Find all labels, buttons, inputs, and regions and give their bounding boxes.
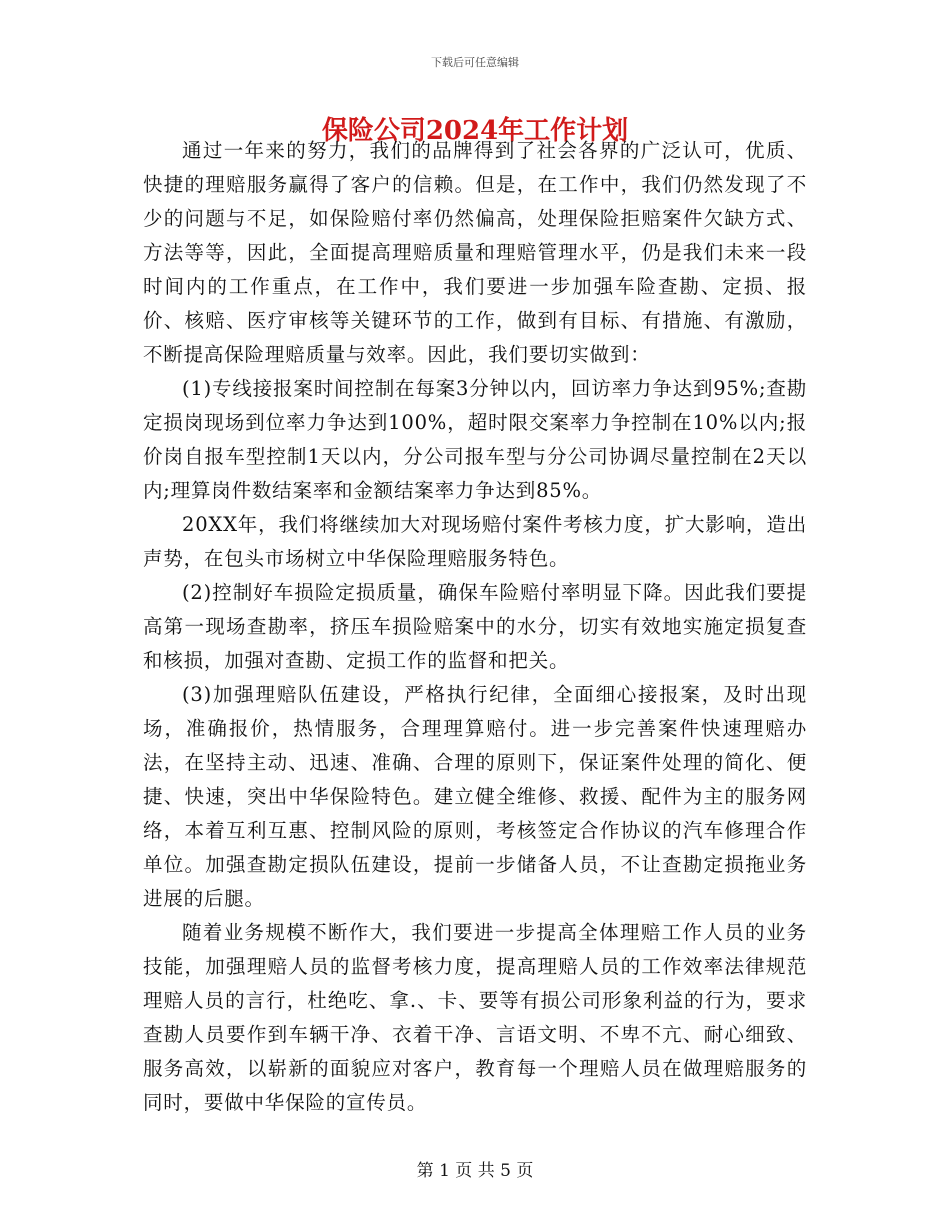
document-title: 保险公司2024年工作计划 xyxy=(321,116,629,146)
page-footer: 第 1 页 共 5 页 xyxy=(416,1161,534,1181)
paragraph-item-2: (2)控制好车损险定损质量，确保车险赔付率明显下降。因此我们要提高第一现场查勘率，挤压车损险赔案中的水分，切实有效地实施定损复查和核损，加强对查勘、定损工作的监督和把关。 xyxy=(143,581,807,672)
page-header: 下载后可任意编辑 xyxy=(431,56,519,69)
paragraph-skills: 随着业务规模不断作大，我们要进一步提高全体理赔工作人员的业务技能，加强理赔人员的监督考核力度，提高理赔人员的工作效率法律规范理赔人员的言行，杜绝吃、拿.、卡、要等有损公司形象利益的行为，要求查勘人员要作到车辆干净、衣着干净、言语文明、不卑不亢、耐心细致、服务高效，以崭新的面貌应对客户，教育每一个理赔人员在做理赔服务的同时，要做中华保险的宣传员。 xyxy=(143,921,807,1114)
paragraph-20xx: 20XX年，我们将继续加大对现场赔付案件考核力度，扩大影响，造出声势，在包头市场树立中华保险理赔服务特色。 xyxy=(143,513,807,570)
document-body xyxy=(143,134,807,1120)
paragraph-intro: 通过一年来的努力，我们的品牌得到了社会各界的广泛认可，优质、快捷的理赔服务赢得了客户的信赖。但是，在工作中，我们仍然发现了不少的问题与不足，如保险赔付率仍然偏高，处理保险拒赔案件欠缺方式、方法等等，因此，全面提高理赔质量和理赔管理水平，仍是我们未来一段时间内的工作重点，在工作中，我们要进一步加强车险查勘、定损、报价、核赔、医疗审核等关键环节的工作，做到有目标、有措施、有激励，不断提高保险理赔质量与效率。因此，我们要切实做到： xyxy=(143,139,807,366)
paragraph-item-1: (1)专线接报案时间控制在每案3分钟以内，回访率力争达到95%;查勘定损岗现场到位率力争达到100%，超时限交案率力争控制在10%以内;报价岗自报车型控制1天以内，分公司报车型与分公司协调尽量控制在2天以内;理算岗件数结案率和金额结案率力争达到85%。 xyxy=(143,377,807,502)
paragraph-item-3: (3)加强理赔队伍建设，严格执行纪律，全面细心接报案，及时出现场，准确报价，热情服务，合理理算赔付。进一步完善案件快速理赔办法，在坚持主动、迅速、准确、合理的原则下，保证案件处理的简化、便捷、快速，突出中华保险特色。建立健全维修、救援、配件为主的服务网络，本着互利互惠、控制风险的原则，考核签定合作协议的汽车修理合作单位。加强查勘定损队伍建设，提前一步储备人员，不让查勘定损拖业务进展的后腿。 xyxy=(143,683,807,910)
